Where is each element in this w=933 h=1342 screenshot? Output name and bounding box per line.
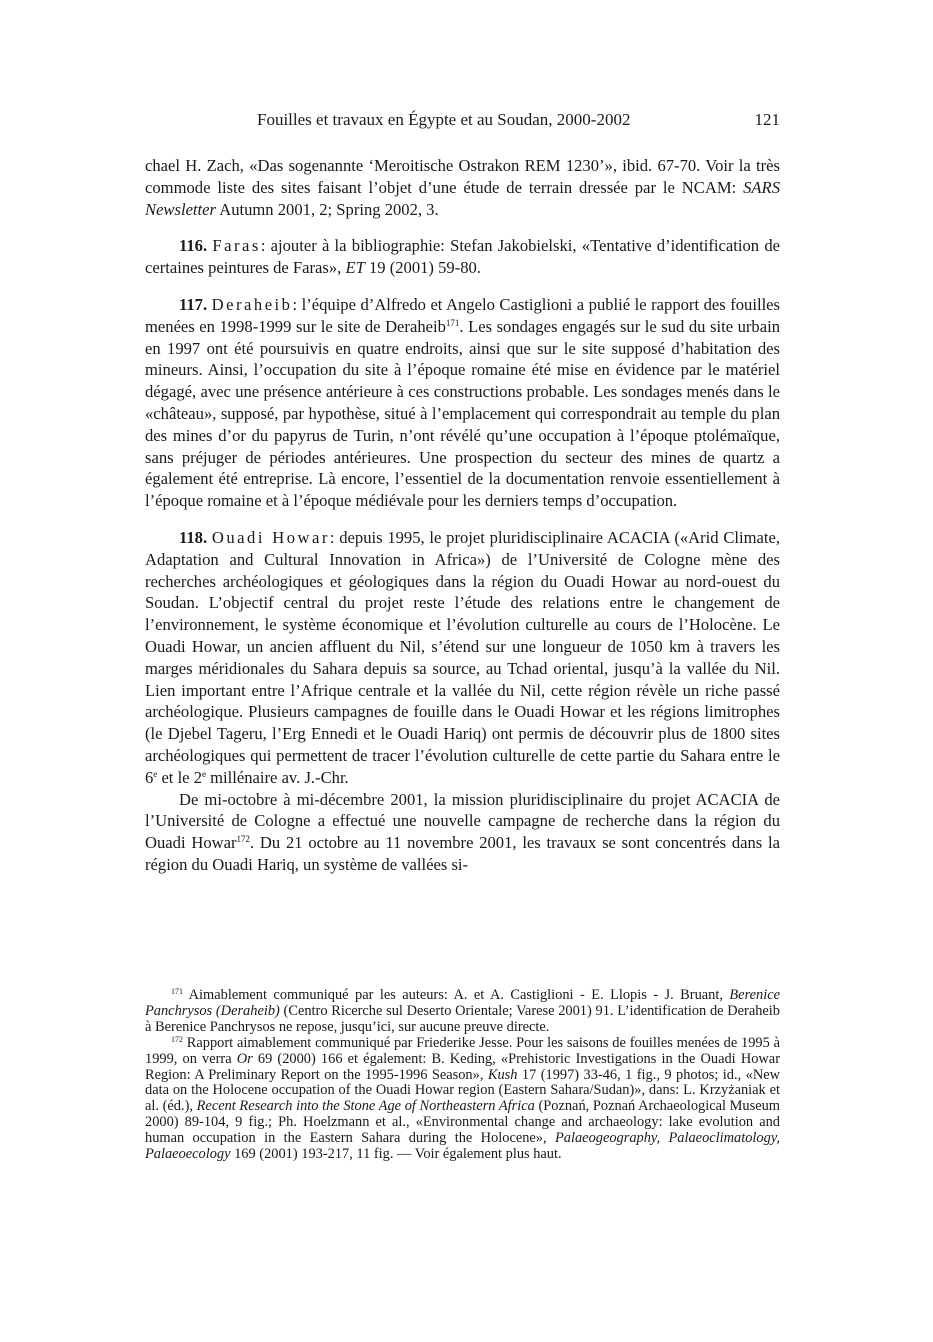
entry-number: 116. — [179, 236, 208, 256]
entry-118-paragraph-2: De mi-octobre à mi-décembre 2001, la mission pluridisciplinaire du projet ACACIA de l’Université de Cologne a effectué une nouvelle campagne de recherche dans la région du Ouadi Howar$^{172}$. Du 21 octobre au 11 novembre 2001, les travaux se sont concentrés dans la région du Ouadi Hariq, un système de vallées si- — [145, 789, 781, 874]
running-title: Fouilles et travaux en Égypte et au Soudan, 2000-2002 — [257, 110, 631, 129]
paragraph-continuation: chael H. Zach, «Das sogenannte ‘Meroitische Ostrakon REM 1230’», ibid. 67-70. Voir la très commode liste des sites faisant l’objet d’une étude de terrain dressée par le NCAM: SARS Newsletter Autumn 2001, 2; Spring 2002, 3. — [145, 156, 780, 219]
site-name: Ouadi Howar — [211, 527, 330, 547]
footnote-171: $^{171}$ Aimablement communiqué par les auteurs: A. et A. Castiglioni - E. Llopis - J. Bruant, Berenice Panchrysos (Deraheib) (Centro Ricerche sul Deserto Orientale; Varese 2001) 91. L’identification de Deraheib à Berenice Panchrysos ne repose, jusqu’ici, sur aucune preuve directe. — [145, 987, 781, 1035]
footnote-mark: 172 — [171, 1034, 183, 1044]
journal-title: ET — [345, 258, 365, 278]
entry-number: 118. — [179, 527, 208, 547]
footnote-ref[interactable]: 171 — [445, 317, 460, 328]
entry-117: 117. Deraheib: l’équipe d’Alfredo et Angelo Castiglioni a publié le rapport des fouilles menées en 1998-1999 sur le site de Deraheib$^{171}$. Les sondages engagés sur le sud du site urbain en 1997 ont été poursuivis en quatre endroits, ainsi que sur le site supposé d’habitation des mineurs. Ainsi, l’occupation du site à l’époque romaine été mise en évidence par le matériel dégagé, avec une présence antérieure à ces constructions probable. Les sondages menés dans le «château», supposé, par hypothèse, situé à l’emplacement qui correspondrait au temple du plan des mines d’or du papyrus de Turin, n’ont révélé qu’une occupation à l’époque ptolémaïque, sans préjuger de périodes antérieures. Une prospection du secteur des mines de quartz a également été entreprise. Là encore, l’essentiel de la documentation renvoie essentiellement à l’époque romaine et à l’époque médiévale pour les derniers temps d’occupation. — [145, 294, 780, 511]
main-text — [145, 155, 780, 876]
running-header — [145, 108, 780, 132]
footnote-172: $^{172}$ Rapport aimablement communiqué par Friederike Jesse. Pour les saisons de fouilles menées de 1995 à 1999, on verra Or 69 (2000) 166 et également: B. Keding, «Prehistoric Investigations in the Ouadi Howar Region: A Preliminary Report on the 1995-1996 Season», Kush 17 (1997) 33-46, 1 fig., 9 photos; id., «New data on the Holocene occupation of the Ouadi Howar region (Eastern Sahara/Sudan)», dans: L. Krzyżaniak et al. (éd.), Recent Research into the Stone Age of Northeastern Africa (Poznań, Poznań Archaeological Museum 2000) 89-104, 9 fig.; Ph. Hoelzmann et al., «Environmental change and archaeology: lake evolution and human occupation in the Eastern Sahara during the Holocene», Palaeogeography, Palaeoclimatology, Palaeoecology 169 (2001) 193-217, 11 fig. — Voir également plus haut. — [145, 1034, 781, 1163]
journal-title: SARS Newsletter — [145, 177, 780, 219]
entry-116: 116. Faras: ajouter à la bibliographie: Stefan Jakobielski, «Tentative d’identification de certaines peintures de Faras», ET 19 (2001) 59-80. — [145, 236, 780, 278]
entry-118: 118. Ouadi Howar: depuis 1995, le projet pluridisciplinaire ACACIA («Arid Climate, Adaptation and Cultural Innovation in Africa») de l’Université de Cologne mène des recherches archéologiques et géologiques dans la région du Ouadi Howar au nord-ouest du Soudan. L’objectif central du projet reste l’étude des relations entre le changement de l’environnement, le système économique et l’évolution culturelle au cours de l’Holocène. Le Ouadi Howar, un ancien affluent du Nil, s’étend sur une longueur de 1050 km à travers les marges méridionales du Sahara depuis sa source, au Tchad oriental, jusqu’à la vallée du Nil. Lien important entre l’Afrique centrale et la vallée du Nil, cette région révèle un riche passé archéologique. Plusieurs campagnes de fouille dans le Ouadi Howar et les régions limitrophes (le Djebel Tageru, l’Erg Ennedi et le Ouadi Hariq) ont permis de découvrir plus de 1800 sites archéologiques qui permettent de tracer l’évolution culturelle de cette partie du Sahara entre le 6e et le 2e millénaire av. J.-Chr. — [145, 527, 781, 787]
footnotes — [145, 988, 780, 1163]
site-name: Deraheib — [211, 294, 293, 314]
footnote-mark: 171 — [171, 987, 183, 996]
footnote-ref[interactable]: 172 — [236, 834, 250, 845]
site-name: Faras — [212, 236, 261, 256]
entry-number: 117. — [179, 294, 208, 314]
page-number: 121 — [754, 110, 780, 129]
